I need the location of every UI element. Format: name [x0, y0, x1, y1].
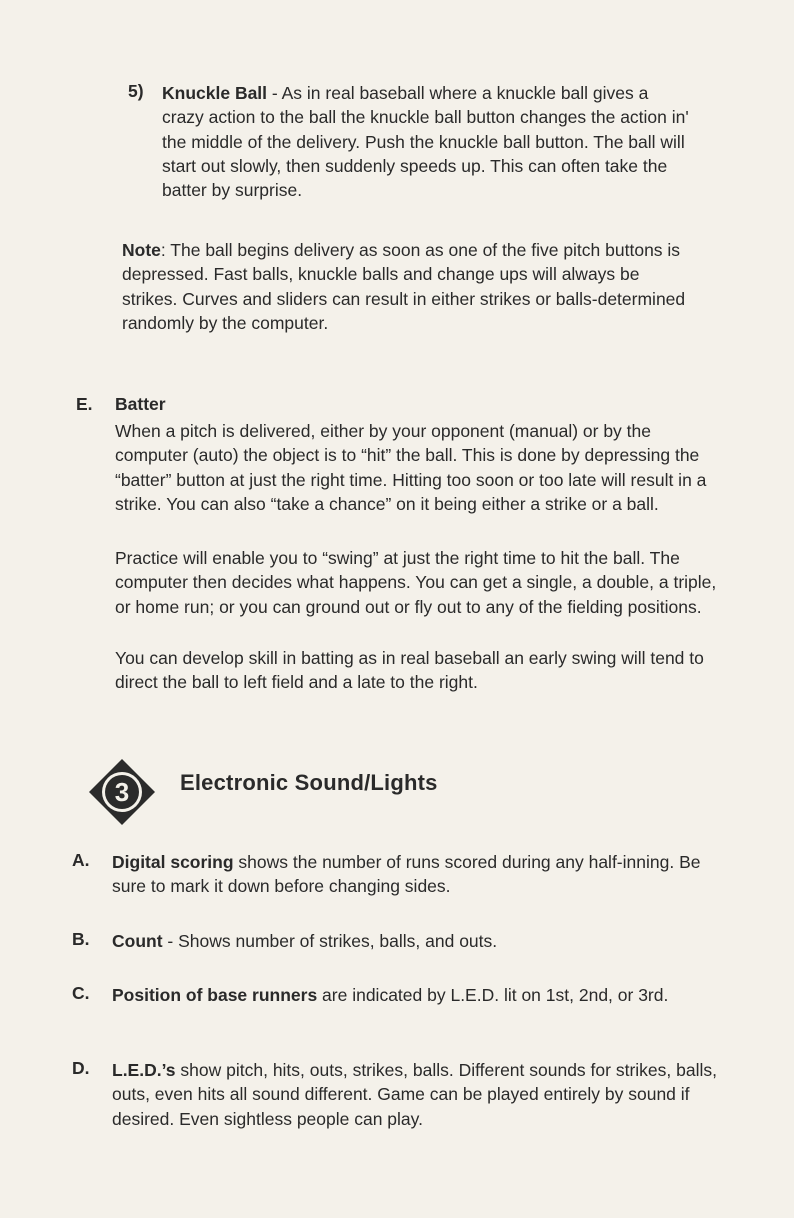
item-d-paragraph [112, 1058, 724, 1131]
item-a-text: shows the number of runs scored during any half-inning. Be sure to mark it down before changing sides. [112, 852, 701, 897]
item-b-paragraph [112, 929, 724, 953]
knuckle-ball-title: Knuckle Ball [162, 83, 268, 103]
item-a-letter: A. [72, 850, 90, 870]
knuckle-ball-text: - As in real baseball where a knuckle ball gives a crazy action to the ball the knuckle ball button changes the action in' the middle of the delivery. Push the knuckle ball button. The ball will start out slowly, then suddenly speeds up. This can often take the batter by surprise. [162, 83, 689, 201]
item-b-letter: B. [72, 929, 90, 949]
batter-paragraph-3: You can develop skill in batting as in real baseball an early swing will tend to direct the ball to left field and a late to the right. [115, 648, 704, 693]
item-a-title: Digital scoring [112, 852, 234, 872]
note-label: Note [122, 240, 161, 260]
item-d-text: show pitch, hits, outs, strikes, balls. Different sounds for strikes, balls, outs, even hits all sound different. Game can be played entirely by sound if desired. Even sightless people can play. [112, 1060, 717, 1129]
knuckle-ball-paragraph [162, 81, 694, 202]
note-paragraph [122, 238, 694, 335]
section-title: Electronic Sound/Lights [180, 770, 438, 795]
item-b-text: - Shows number of strikes, balls, and outs. [162, 931, 498, 951]
note-text: : The ball begins delivery as soon as one of the five pitch buttons is depressed. Fast balls, knuckle balls and change ups will always be strikes. Curves and sliders can result in either strikes or balls-determined randomly by the computer. [122, 240, 686, 333]
item-b-title: Count [112, 931, 163, 951]
item-d-title: L.E.D.’s [112, 1060, 176, 1080]
item-c-title: Position of base runners [112, 985, 318, 1005]
item-c-text: are indicated by L.E.D. lit on 1st, 2nd, or 3rd. [317, 985, 669, 1005]
item-d-letter: D. [72, 1058, 90, 1078]
item-c-letter: C. [72, 983, 90, 1003]
batter-paragraph-2: Practice will enable you to “swing” at just the right time to hit the ball. The computer then decides what happens. You can get a single, a double, a triple, or home run; or you can ground out or fly out to any of the fielding positions. [115, 548, 717, 617]
item-c-paragraph [112, 983, 724, 1007]
batter-title: Batter [115, 394, 166, 414]
item-a-paragraph [112, 850, 724, 899]
section-number-badge-icon [88, 758, 156, 826]
section-number: 3 [114, 777, 130, 807]
batter-paragraph-1: When a pitch is delivered, either by your opponent (manual) or by the computer (auto) the object is to “hit” the ball. This is done by depressing the “batter” button at just the right time. Hitting too soon or too late will result in a strike. You can also “take a chance” on it being either a strike or a ball. [115, 421, 707, 514]
knuckle-number: 5) [128, 81, 144, 101]
batter-letter: E. [76, 394, 93, 414]
